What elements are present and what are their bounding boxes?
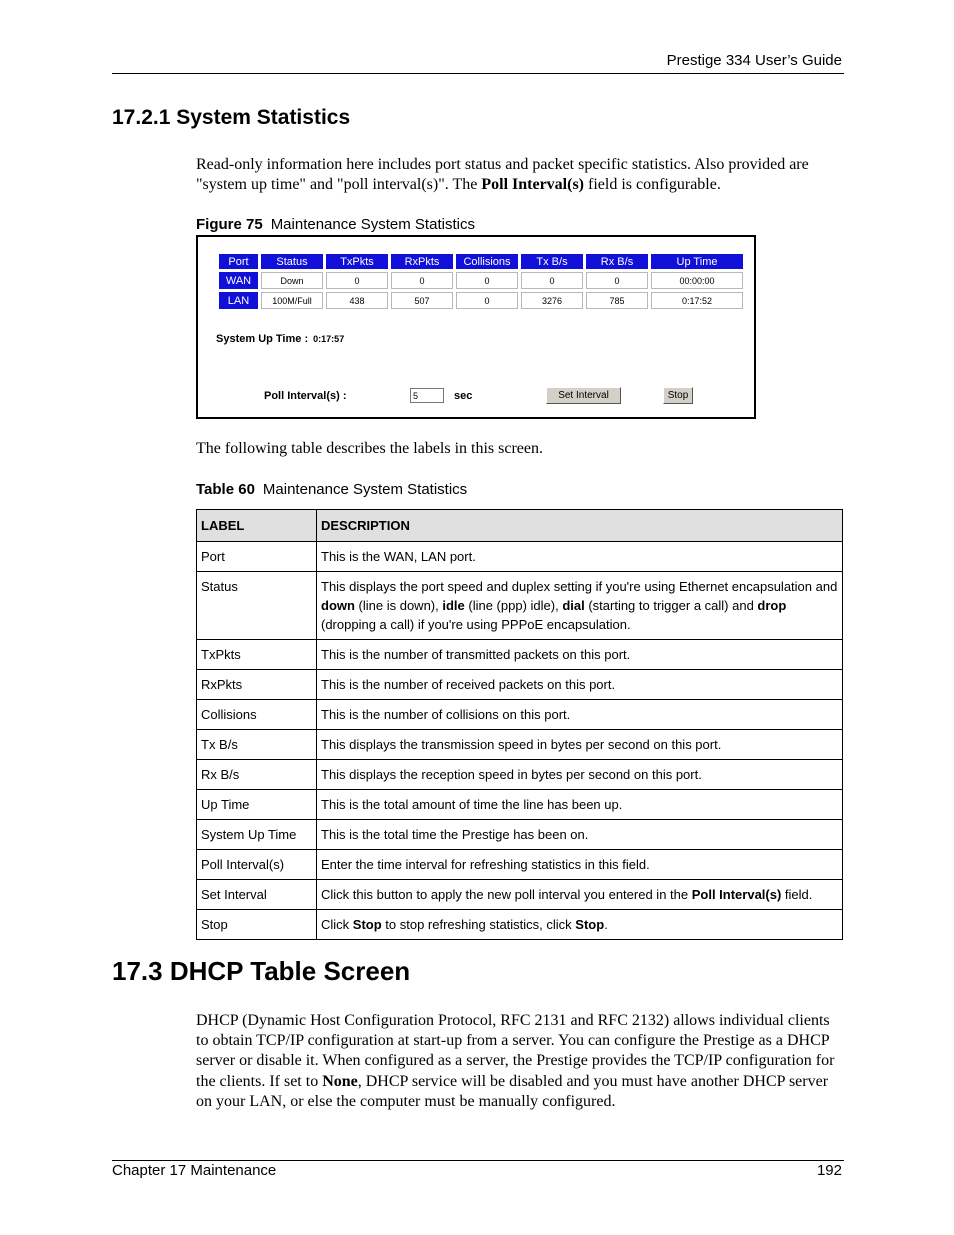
description-text: field.: [781, 887, 813, 902]
dhcp-bold: None: [322, 1072, 358, 1090]
table-row: [197, 910, 843, 940]
label-cell: TxPkts: [197, 640, 317, 670]
table-row: [197, 730, 843, 760]
description-cell: [317, 910, 843, 940]
uptime-cell: 00:00:00: [651, 272, 743, 289]
stats-header-row: [219, 254, 743, 269]
description-text: (starting to trigger a call) and: [584, 598, 758, 613]
description-text: .: [604, 917, 608, 932]
description-text: to stop refreshing statistics, click: [381, 917, 576, 932]
table-row: [197, 790, 843, 820]
table-row: [197, 850, 843, 880]
system-up-time: [216, 333, 344, 345]
poll-interval-input[interactable]: 5: [410, 388, 444, 403]
uptime-cell: 0:17:52: [651, 292, 743, 309]
txpkts-cell: 438: [326, 292, 388, 309]
collisions-cell: 0: [456, 272, 518, 289]
description-text: This is the WAN, LAN port.: [321, 549, 476, 564]
header-rule: [112, 73, 844, 74]
description-cell: [317, 640, 843, 670]
rxpkts-cell: 0: [391, 272, 453, 289]
rxbs-cell: 0: [586, 272, 648, 289]
description-header: DESCRIPTION: [317, 510, 843, 542]
figure-number: Figure 75: [196, 216, 263, 233]
intro-text-2: field is configurable.: [584, 176, 721, 193]
col-collisions: Collisions: [456, 254, 518, 269]
description-text: Click this button to apply the new poll interval you entered in the: [321, 887, 692, 902]
col-uptime: Up Time: [651, 254, 743, 269]
table-caption: [196, 481, 467, 498]
running-header-title: Prestige 334 User’s Guide: [666, 52, 842, 69]
description-text: This is the number of received packets on this port.: [321, 677, 616, 692]
footer-chapter: Chapter 17 Maintenance: [112, 1162, 277, 1179]
intro-text-1: Read-only information here includes port status and packet specific statistics. Also provided are "system up time" and "poll interval(s)". The: [196, 156, 809, 193]
description-cell: [317, 730, 843, 760]
table-title: Maintenance System Statistics: [262, 481, 468, 498]
status-cell: Down: [261, 272, 323, 289]
dhcp-text-1: DHCP (Dynamic Host Configuration Protocol, RFC 2131 and RFC 2132) allows individual clients to obtain TCP/IP configuration at start-up from a server. You can configure the Prestige as a DHCP server or disable it. When configured as a server, the Prestige provides the TCP/IP configuration for the clients. If set to: [196, 1012, 835, 1090]
col-port: Port: [219, 254, 258, 269]
stats-table: [216, 251, 746, 312]
description-cell: [317, 820, 843, 850]
label-cell: RxPkts: [197, 670, 317, 700]
section-heading: 17.2.1 System Statistics: [112, 106, 351, 129]
label-cell: Status: [197, 572, 317, 640]
table-number: Table 60: [196, 481, 255, 498]
table-intro-text: The following table describes the labels in this screen.: [196, 440, 544, 457]
set-interval-button[interactable]: Set Interval: [546, 387, 621, 404]
table-row: [197, 572, 843, 640]
poll-unit-label: sec: [454, 390, 473, 402]
intro-bold: Poll Interval(s): [481, 176, 584, 193]
description-text: (line (ppp) idle),: [464, 598, 563, 613]
description-bold-term: dial: [562, 598, 585, 613]
label-cell: Tx B/s: [197, 730, 317, 760]
label-cell: System Up Time: [197, 820, 317, 850]
stats-row-wan: [219, 272, 743, 289]
label-header: LABEL: [197, 510, 317, 542]
poll-interval-label: Poll Interval(s) :: [264, 390, 347, 402]
description-bold-term: drop: [757, 598, 787, 613]
description-cell: [317, 790, 843, 820]
screenshot-figure: [196, 235, 756, 419]
description-text: This is the total time the Prestige has been on.: [321, 827, 589, 842]
col-txpkts: TxPkts: [326, 254, 388, 269]
description-text: This is the total amount of time the line has been up.: [321, 797, 623, 812]
rxpkts-cell: 507: [391, 292, 453, 309]
description-text: Click: [321, 917, 353, 932]
description-cell: [317, 700, 843, 730]
collisions-cell: 0: [456, 292, 518, 309]
description-text: This displays the transmission speed in bytes per second on this port.: [321, 737, 722, 752]
description-text: (dropping a call) if you're using PPPoE encapsulation.: [321, 617, 631, 632]
page-number: 192: [816, 1162, 842, 1179]
footer-rule: [112, 1160, 844, 1161]
description-cell: [317, 760, 843, 790]
description-cell: [317, 880, 843, 910]
table-row: [197, 542, 843, 572]
table-row: [197, 820, 843, 850]
label-cell: Collisions: [197, 700, 317, 730]
description-table: [196, 509, 843, 940]
description-cell: [317, 850, 843, 880]
txpkts-cell: 0: [326, 272, 388, 289]
description-bold-term: Poll Interval(s): [691, 887, 782, 902]
description-text: This is the number of collisions on this port.: [321, 707, 571, 722]
dhcp-paragraph: [196, 1011, 846, 1112]
label-cell: Stop: [197, 910, 317, 940]
description-table-body: [197, 542, 843, 940]
description-text: This is the number of transmitted packets on this port.: [321, 647, 631, 662]
status-cell: 100M/Full: [261, 292, 323, 309]
description-cell: [317, 670, 843, 700]
label-cell: Up Time: [197, 790, 317, 820]
description-bold-term: idle: [442, 598, 465, 613]
figure-caption: [196, 216, 475, 233]
description-text: This displays the port speed and duplex setting if you're using Ethernet encapsulation and: [321, 579, 838, 594]
label-cell: Rx B/s: [197, 760, 317, 790]
label-cell: Set Interval: [197, 880, 317, 910]
rxbs-cell: 785: [586, 292, 648, 309]
col-status: Status: [261, 254, 323, 269]
table-row: [197, 700, 843, 730]
description-cell: [317, 572, 843, 640]
col-txbs: Tx B/s: [521, 254, 583, 269]
port-cell: WAN: [219, 272, 258, 289]
col-rxbs: Rx B/s: [586, 254, 648, 269]
txbs-cell: 3276: [521, 292, 583, 309]
system-up-value: 0:17:57: [313, 334, 345, 344]
system-up-label: System Up Time :: [216, 333, 309, 345]
description-bold-term: Stop: [575, 917, 605, 932]
dhcp-section-heading: 17.3 DHCP Table Screen: [112, 956, 411, 986]
table-row: [197, 640, 843, 670]
col-rxpkts: RxPkts: [391, 254, 453, 269]
figure-title: Maintenance System Statistics: [270, 216, 475, 233]
stop-button[interactable]: Stop: [663, 387, 693, 404]
label-cell: Poll Interval(s): [197, 850, 317, 880]
description-cell: [317, 542, 843, 572]
description-text: This displays the reception speed in bytes per second on this port.: [321, 767, 702, 782]
txbs-cell: 0: [521, 272, 583, 289]
description-header-row: [197, 510, 843, 542]
port-cell: LAN: [219, 292, 258, 309]
intro-paragraph: [196, 155, 846, 195]
dhcp-text-2: , DHCP service will be disabled and you must have another DHCP server on your LAN, or else the computer must be manually configured.: [196, 1072, 829, 1110]
description-bold-term: down: [321, 598, 355, 613]
stats-row-lan: [219, 292, 743, 309]
table-row: [197, 760, 843, 790]
description-text: (line is down),: [354, 598, 443, 613]
description-bold-term: Stop: [352, 917, 382, 932]
description-text: Enter the time interval for refreshing statistics in this field.: [321, 857, 650, 872]
table-row: [197, 880, 843, 910]
label-cell: Port: [197, 542, 317, 572]
table-row: [197, 670, 843, 700]
